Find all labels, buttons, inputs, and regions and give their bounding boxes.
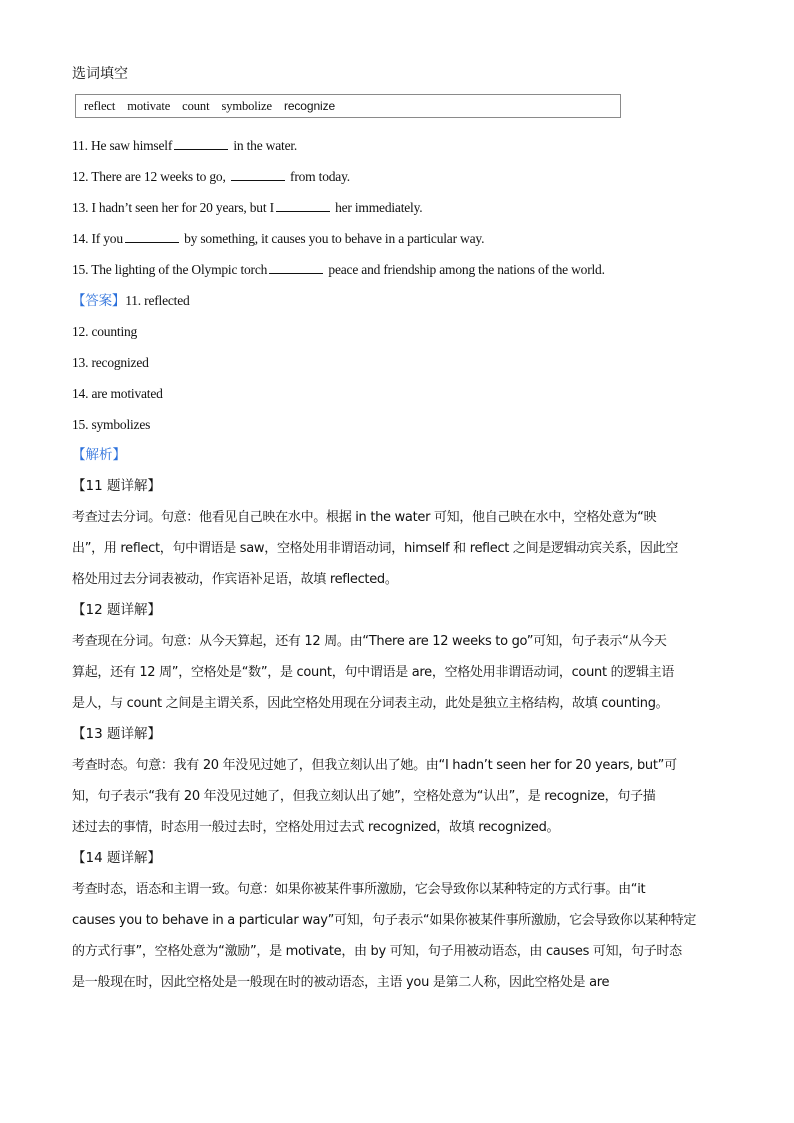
- detail-heading-13: 【13 题详解】: [72, 726, 161, 742]
- paragraph-line: 述过去的事情，时态用一般过去时，空格处用过去式 recognized，故填 recognized。: [72, 820, 560, 835]
- paragraph-line: 知，句子表示“我有 20 年没见过她了，但我立刻认出了她”，空格处意为“认出”，是 recognize，句子描: [72, 789, 656, 804]
- answer-blank: [231, 168, 285, 181]
- paragraph-line: 的方式行事”，空格处意为“激励”，是 motivate，由 by 可知，句子用被动语态，由 causes 可知，句子时态: [72, 944, 682, 959]
- paragraph-line: 格处用过去分词表被动，作宾语补足语，故填 reflected。: [72, 572, 398, 587]
- word-bank-item: motivate: [127, 98, 171, 113]
- paragraph-line: 考查现在分词。句意：从今天算起，还有 12 周。由“There are 12 weeks to go”可知，句子表示“从今天: [72, 634, 667, 649]
- answer-line-14: 14. are motivated: [72, 386, 163, 401]
- question-11: 11. He saw himself in the water.: [72, 138, 298, 153]
- answer-line-12: 12. counting: [72, 324, 138, 339]
- word-bank-item: recognize: [283, 99, 336, 113]
- detail-heading-12: 【12 题详解】: [72, 602, 161, 618]
- paragraph-line: 考查时态。句意：我有 20 年没见过她了，但我立刻认出了她。由“I hadn’t seen her for 20 years, but”可: [72, 758, 677, 773]
- question-12: 12. There are 12 weeks to go, from today.: [72, 169, 350, 184]
- word-bank-box: [75, 94, 621, 118]
- section-title: 选词填空: [72, 66, 128, 82]
- paragraph-line: 算起，还有 12 周”，空格处是“数”，是 count，句中谓语是 are，空格处用非谓语动词，count 的逻辑主语: [72, 665, 675, 680]
- paragraph-line: causes you to behave in a particular way”可知，句子表示“如果你被某件事所激励，它会导致你以某种特定: [72, 913, 697, 928]
- detail-heading-11: 【11 题详解】: [72, 478, 161, 494]
- word-bank-item: reflect: [84, 98, 116, 113]
- paragraph-line: 是一般现在时，因此空格处是一般现在时的被动语态，主语 you 是第二人称，因此空格处是 are: [72, 975, 610, 990]
- answer-blank: [174, 137, 228, 150]
- answer-tag: 【答案】: [72, 293, 126, 309]
- detail-heading-14: 【14 题详解】: [72, 850, 161, 866]
- detail-paragraph-11: [72, 502, 732, 595]
- paragraph-line: 考查时态，语态和主谓一致。句意：如果你被某件事所激励，它会导致你以某种特定的方式行事。由“it: [72, 882, 646, 897]
- answer-line-13: 13. recognized: [72, 355, 149, 370]
- detail-paragraph-13: [72, 750, 732, 843]
- document-page: [72, 64, 732, 998]
- paragraph-line: 出”，用 reflect，句中谓语是 saw，空格处用非谓语动词，himself 和 reflect 之间是逻辑动宾关系，因此空: [72, 541, 679, 556]
- answer-blank: [269, 261, 323, 274]
- question-15: 15. The lighting of the Olympic torch peace and friendship among the nations of the world.: [72, 262, 605, 277]
- word-bank-item: count: [182, 98, 210, 113]
- detail-paragraph-14: [72, 874, 732, 998]
- paragraph-line: 考查过去分词。句意：他看见自己映在水中。根据 in the water 可知，他自己映在水中，空格处意为“映: [72, 510, 657, 525]
- word-bank-item: symbolize: [221, 98, 272, 113]
- paragraph-line: 是人，与 count 之间是主谓关系，因此空格处用现在分词表主动，此处是独立主格结构，故填 counting。: [72, 696, 669, 711]
- answer-line-15: 15. symbolizes: [72, 417, 151, 432]
- question-14: 14. If you by something, it causes you to behave in a particular way.: [72, 231, 485, 246]
- analysis-tag: 【解析】: [72, 447, 126, 463]
- answer-blank: [276, 199, 330, 212]
- detail-paragraph-12: [72, 626, 732, 719]
- answer-line-11: 【答案】11. reflected: [72, 293, 190, 309]
- answer-blank: [125, 230, 179, 243]
- question-13: 13. I hadn’t seen her for 20 years, but I her immediately.: [72, 200, 423, 215]
